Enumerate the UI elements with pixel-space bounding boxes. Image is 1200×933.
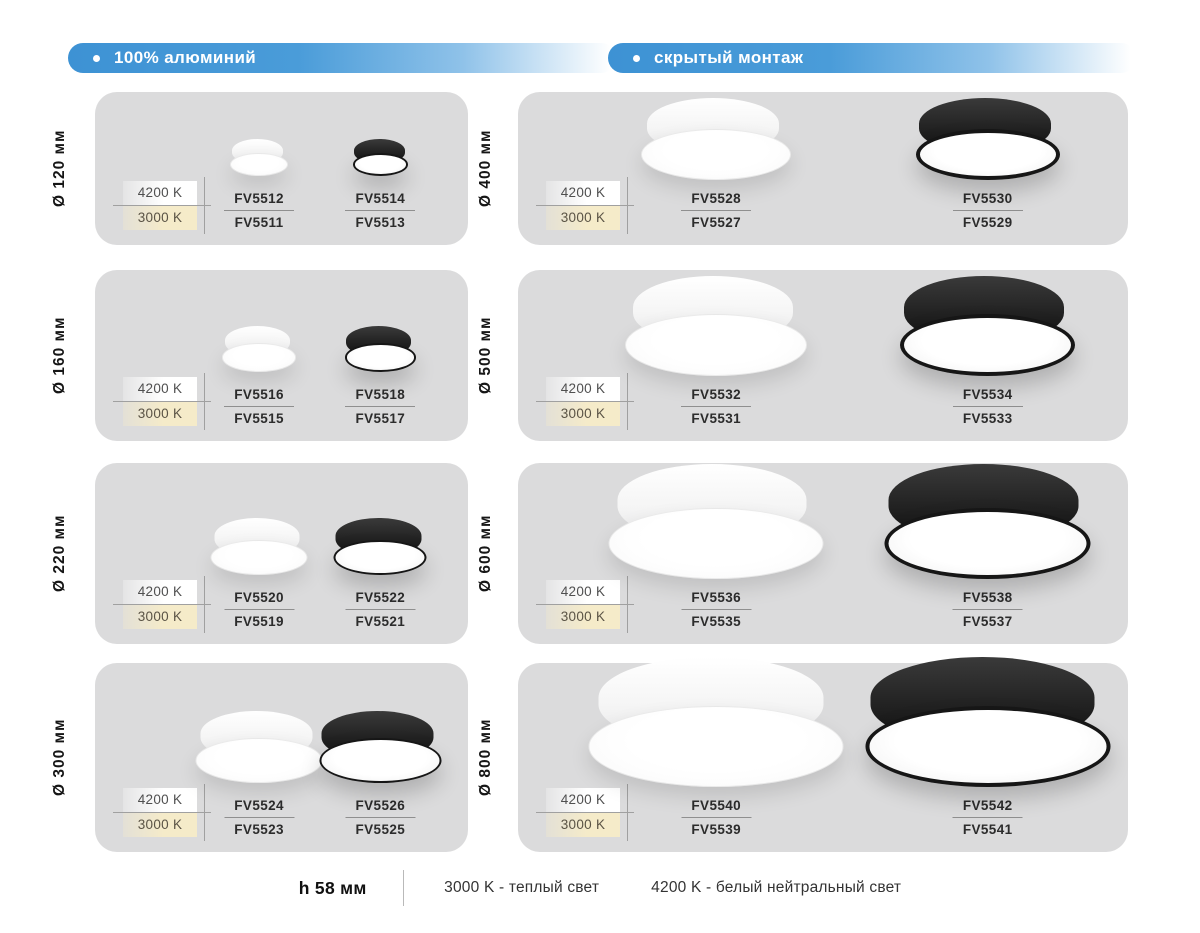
product-card	[95, 270, 468, 441]
code-4200: FV5512	[234, 190, 284, 206]
temp-3000-chip: 3000 K	[546, 813, 620, 837]
black-lamp-image	[343, 326, 417, 372]
product-card	[518, 463, 1128, 644]
white-lamp-image	[625, 276, 807, 376]
product-card	[518, 663, 1128, 852]
code-divider	[953, 210, 1023, 211]
product-white	[196, 711, 323, 840]
black-lamp-image	[351, 139, 409, 176]
product-card	[95, 663, 468, 852]
temp-4200-chip: 4200 K	[123, 377, 197, 401]
product-white	[625, 276, 807, 429]
code-4200: FV5536	[691, 589, 742, 605]
product-codes	[224, 588, 294, 632]
lamp-face	[589, 706, 844, 787]
white-lamp-image	[609, 464, 824, 579]
neutral-light-legend: 4200 K - белый нейтральный свет	[651, 879, 902, 896]
diameter-label: Ø 300 мм	[51, 718, 68, 797]
product-black	[332, 518, 429, 632]
lamp-face	[900, 314, 1075, 376]
bullet-icon	[93, 55, 100, 62]
white-lamp-image	[222, 326, 296, 372]
product-codes	[681, 189, 751, 233]
product-codes	[224, 189, 294, 233]
product-white	[609, 464, 824, 632]
product-black	[317, 711, 444, 840]
code-3000: FV5527	[691, 215, 742, 231]
diameter-label: Ø 500 мм	[477, 316, 494, 395]
code-3000: FV5515	[234, 411, 284, 427]
product-codes	[681, 588, 751, 632]
header-pill-label: 100% алюминий	[114, 48, 257, 67]
lamp-face	[334, 540, 427, 575]
code-3000: FV5531	[691, 411, 742, 427]
code-3000: FV5521	[355, 614, 406, 630]
code-3000: FV5525	[355, 822, 406, 838]
code-4200: FV5532	[691, 386, 742, 402]
code-4200: FV5542	[962, 797, 1013, 813]
code-divider	[345, 609, 415, 610]
product-black	[880, 464, 1095, 632]
code-4200: FV5518	[355, 386, 406, 402]
product-card	[518, 270, 1128, 441]
black-lamp-image	[913, 98, 1063, 180]
code-4200: FV5534	[962, 386, 1013, 402]
code-4200: FV5516	[234, 386, 284, 402]
temp-4200-chip: 4200 K	[546, 181, 620, 205]
white-lamp-image	[211, 518, 308, 575]
code-divider	[224, 609, 294, 610]
lamp-face	[230, 153, 288, 176]
diameter-label: Ø 220 мм	[51, 514, 68, 593]
product-codes	[224, 385, 294, 429]
code-3000: FV5539	[691, 822, 742, 838]
temp-legend	[123, 377, 211, 426]
temp-4200-chip: 4200 K	[546, 580, 620, 604]
lamp-face	[196, 738, 323, 783]
code-divider	[953, 817, 1023, 818]
temp-4200-chip: 4200 K	[123, 181, 197, 205]
code-4200: FV5540	[691, 797, 742, 813]
temp-3000-chip: 3000 K	[546, 402, 620, 426]
code-3000: FV5533	[962, 411, 1013, 427]
temp-4200-chip: 4200 K	[123, 788, 197, 812]
white-lamp-image	[230, 139, 288, 176]
header-pill-mounting	[608, 43, 1136, 73]
header-pill-label: скрытый монтаж	[654, 48, 804, 67]
diameter-label: Ø 600 мм	[477, 514, 494, 593]
temp-divider-vertical	[204, 177, 206, 234]
code-3000: FV5535	[691, 614, 742, 630]
diameter-label: Ø 120 мм	[51, 129, 68, 208]
temp-3000-chip: 3000 K	[123, 813, 197, 837]
temp-4200-chip: 4200 K	[546, 377, 620, 401]
header-pill-aluminium	[68, 43, 616, 73]
lamp-face	[916, 129, 1060, 180]
diameter-label: Ø 800 мм	[477, 718, 494, 797]
code-divider	[224, 210, 294, 211]
black-lamp-image	[317, 711, 444, 783]
temp-4200-chip: 4200 K	[546, 788, 620, 812]
code-4200: FV5538	[962, 589, 1013, 605]
lamp-face	[211, 540, 308, 575]
product-codes	[345, 796, 415, 840]
product-codes	[953, 189, 1023, 233]
product-codes	[953, 796, 1023, 840]
code-3000: FV5541	[962, 822, 1013, 838]
code-3000: FV5511	[234, 215, 284, 231]
code-divider	[681, 817, 751, 818]
product-codes	[681, 796, 751, 840]
temp-divider-vertical	[204, 576, 206, 633]
product-codes	[224, 796, 294, 840]
product-codes	[953, 588, 1023, 632]
product-codes	[345, 189, 415, 233]
black-lamp-image	[897, 276, 1079, 376]
temp-divider-vertical	[204, 373, 206, 430]
product-card	[95, 92, 468, 245]
lamp-face	[353, 153, 409, 176]
product-black	[897, 276, 1079, 429]
lamp-face	[609, 508, 824, 579]
code-3000: FV5513	[355, 215, 406, 231]
diameter-label: Ø 160 мм	[51, 316, 68, 395]
white-lamp-image	[641, 98, 791, 180]
code-3000: FV5537	[962, 614, 1013, 630]
product-card	[95, 463, 468, 644]
lamp-face	[222, 343, 296, 372]
temp-legend	[123, 181, 211, 230]
product-black	[343, 326, 417, 429]
code-divider	[953, 609, 1023, 610]
diameter-label: Ø 400 мм	[477, 129, 494, 208]
bullet-icon	[633, 55, 640, 62]
temp-3000-chip: 3000 K	[123, 206, 197, 230]
temp-3000-chip: 3000 K	[546, 206, 620, 230]
lamp-face	[345, 343, 416, 372]
product-codes	[345, 385, 415, 429]
temp-legend	[546, 377, 634, 426]
code-4200: FV5520	[234, 589, 284, 605]
footer-divider	[403, 870, 405, 906]
code-3000: FV5529	[962, 215, 1013, 231]
code-divider	[345, 817, 415, 818]
lamp-face	[884, 508, 1090, 579]
code-divider	[224, 817, 294, 818]
product-card	[518, 92, 1128, 245]
code-divider	[224, 406, 294, 407]
code-divider	[681, 609, 751, 610]
code-divider	[345, 406, 415, 407]
product-white	[224, 139, 294, 233]
code-3000: FV5523	[234, 822, 284, 838]
product-codes	[953, 385, 1023, 429]
lamp-face	[641, 129, 791, 180]
black-lamp-image	[880, 464, 1095, 579]
white-lamp-image	[196, 711, 323, 783]
temp-3000-chip: 3000 K	[546, 605, 620, 629]
product-white	[222, 326, 296, 429]
temp-4200-chip: 4200 K	[123, 580, 197, 604]
footer	[0, 866, 1200, 910]
lamp-face	[625, 314, 807, 376]
product-black	[913, 98, 1063, 233]
lamp-face	[319, 738, 441, 783]
code-3000: FV5519	[234, 614, 284, 630]
code-4200: FV5528	[691, 190, 742, 206]
temp-legend	[123, 580, 211, 629]
code-divider	[681, 406, 751, 407]
code-4200: FV5524	[234, 797, 284, 813]
product-black	[860, 657, 1115, 840]
white-lamp-image	[589, 657, 844, 787]
temp-legend	[546, 181, 634, 230]
product-white	[641, 98, 791, 233]
code-4200: FV5522	[355, 589, 406, 605]
temp-3000-chip: 3000 K	[123, 402, 197, 426]
code-divider	[681, 210, 751, 211]
product-white	[589, 657, 844, 840]
code-divider	[953, 406, 1023, 407]
code-divider	[345, 210, 415, 211]
code-4200: FV5514	[355, 190, 406, 206]
temp-3000-chip: 3000 K	[123, 605, 197, 629]
temp-divider-vertical	[627, 177, 629, 234]
product-black	[345, 139, 415, 233]
warm-light-legend: 3000 K - теплый свет	[444, 879, 600, 896]
code-4200: FV5530	[962, 190, 1013, 206]
code-4200: FV5526	[355, 797, 406, 813]
code-3000: FV5517	[355, 411, 406, 427]
black-lamp-image	[860, 657, 1115, 787]
product-codes	[681, 385, 751, 429]
black-lamp-image	[332, 518, 429, 575]
height-spec: h 58 мм	[298, 877, 367, 898]
product-white	[211, 518, 308, 632]
product-codes	[345, 588, 415, 632]
lamp-face	[865, 706, 1110, 787]
